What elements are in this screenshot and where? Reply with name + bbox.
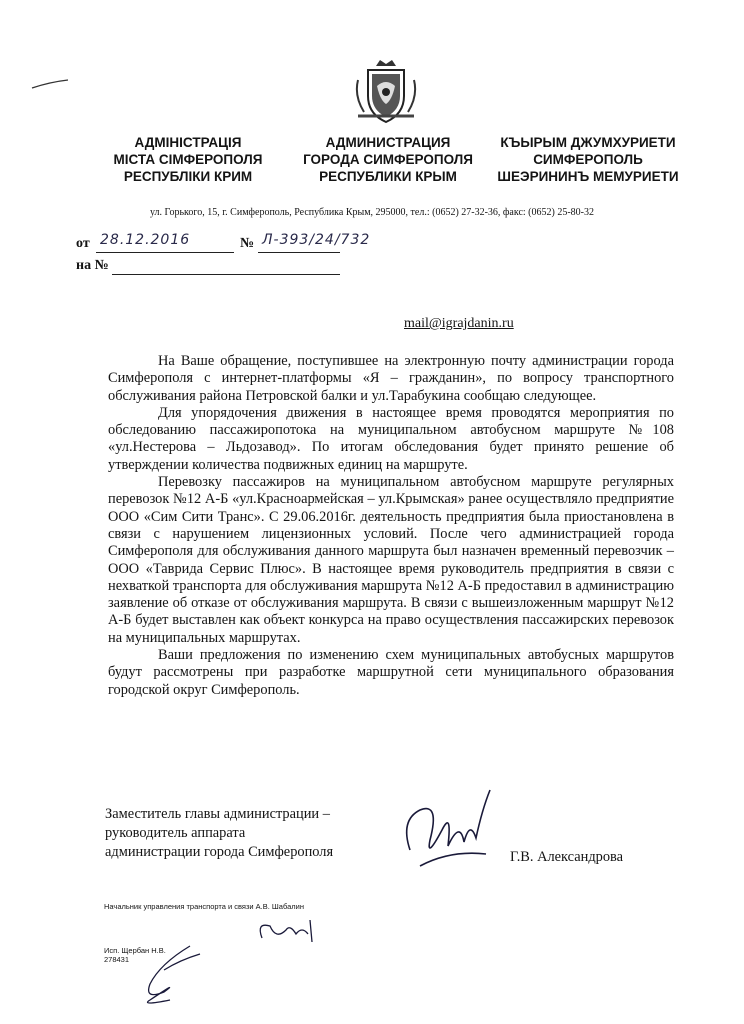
position-line: администрации города Симферополя [105,844,334,860]
body-paragraph: Перевозку пассажиров на муниципальном автобусном маршруте регулярных перевозок №12 А-Б «ул.Красноармейская – ул.Крымская» ранее осуществляло предприятие ООО «Сим Сити Транс». С 29.06.2016г. деятельность предприятия была приостановлена в связи с нарушением лицензионных условий. После чего администрацией города Симферополя для обслуживания данного маршрута был назначен временный перевозчик – ООО «Таврида Сервис Плюс». В настоящее время руководитель предприятия в связи с нехваткой транспорта для обслуживания маршрута №12 А-Б предоставил в администрацию заявление об отказе от обслуживания маршрута. В связи с вышеизложенным маршрут №12 А-Б будет выставлен как объект конкурса на право осуществления пассажирских перевозок на муниципальных маршрутах. [108,474,674,646]
number-handwritten: Л-393/24/732 [262,232,371,248]
executor-scribble [120,940,230,1010]
reply-underline [112,258,340,275]
signatory-name: Г.В. Александрова [510,849,624,865]
header-line: АДМІНІСТРАЦІЯ [134,135,242,150]
margin-mark [30,76,70,92]
header-line: СИМФЕРОПОЛЬ [533,152,643,167]
header-line: РЕСПУБЛИКИ КРЫМ [319,169,457,184]
header-line: МІСТА СІМФЕРОПОЛЯ [113,152,263,167]
date-label: от [76,236,90,251]
header-russian [288,134,488,185]
body-paragraph: На Ваше обращение, поступившее на электронную почту администрации города Симферополя с интернет-платформы «Я – гражданин», по вопросу транспортного обслуживания района Петровской балки и ул.Тарабукина сообщаю следующее. [108,353,674,404]
header-line: АДМИНИСТРАЦИЯ [325,135,451,150]
recipient-email: mail@igrajdanin.ru [404,316,514,331]
body-paragraph: Ваши предложения по изменению схем муниципальных автобусных маршрутов будут рассмотрены при разработке маршрутной сети муниципального образования городской округ Симферополь. [108,647,674,698]
handwritten-signature [390,780,500,880]
body-paragraph: Для упорядочения движения в настоящее время проводятся мероприятия по обследованию пассажиропотока на муниципальном автобусном маршруте №108 «ул.Нестерова – Льдозавод». По итогам обследования будет принято решение об утверждении количества подвижных единиц на маршруте. [108,404,674,473]
approver-note: Начальник управления транспорта и связи А.В. Шабалин [104,902,304,911]
address-line: ул. Горького, 15, г. Симферополь, Республика Крым, 295000, тел.: (0652) 27-32-36, факс: (0652) 25-80-32 [149,207,594,218]
signatory-position [105,805,333,862]
header-line: ШЕЭРИНИНЪ МЕМУРИЕТИ [497,169,679,184]
header-line: ГОРОДА СИМФЕРОПОЛЯ [303,152,473,167]
header-line: КЪЫРЫМ ДЖУМХУРИЕТИ [500,135,676,150]
position-line: Заместитель главы администрации – [105,806,330,822]
coat-of-arms-emblem [350,56,422,126]
header-crimean-tatar [488,134,688,185]
header-line: РЕСПУБЛІКИ КРИМ [123,169,253,184]
reply-label: на № [76,258,109,273]
date-handwritten: 28.12.2016 [100,232,191,248]
number-label: № [240,236,255,251]
executor-phone: 278431 [104,955,130,964]
letter-body [108,353,674,699]
executor-name: Исп. Щербан Н.В. [104,946,166,955]
approver-initials [252,912,322,948]
position-line: руководитель аппарата [105,825,246,841]
header-ukrainian [88,134,288,185]
